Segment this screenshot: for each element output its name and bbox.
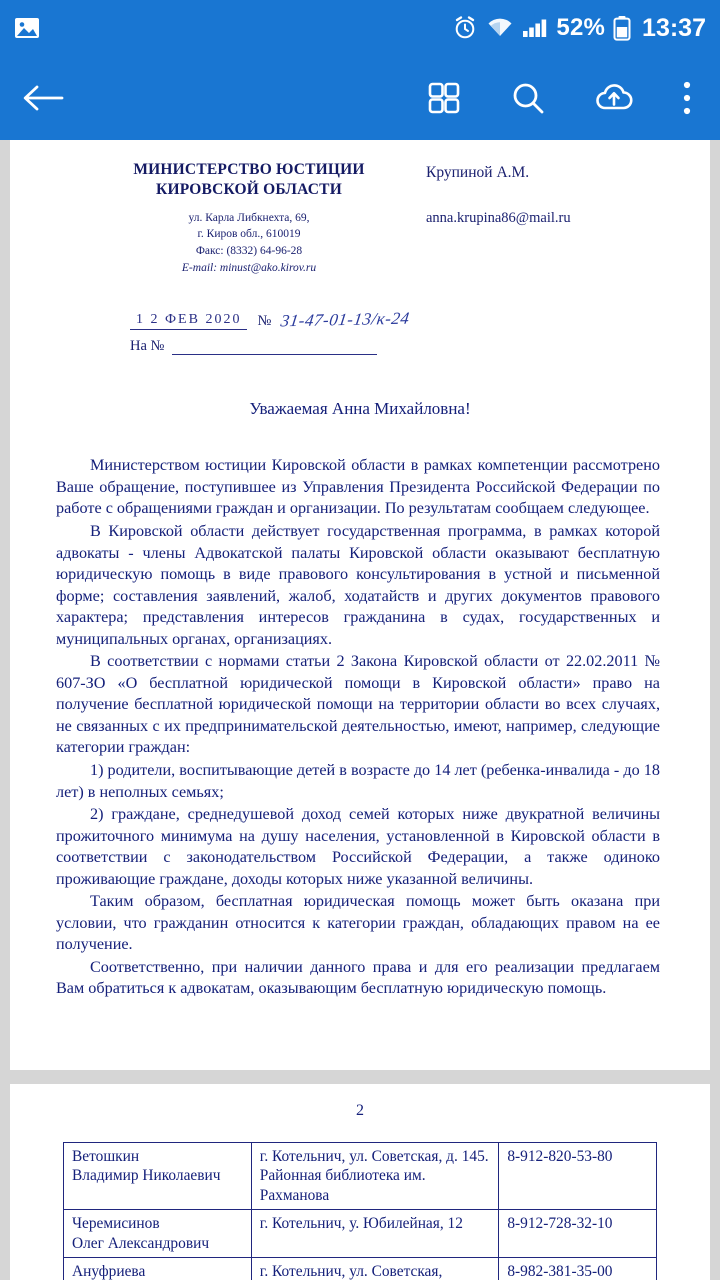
sender-address-line1: ул. Карла Либкнехта, 69, (188, 211, 310, 224)
battery-percent-label: 52% (556, 14, 606, 41)
contact-name: Ануфриева (64, 1258, 252, 1280)
contact-phone: 8-982-381-35-00 (499, 1258, 657, 1280)
sender-org-line2: КИРОВСКОЙ ОБЛАСТИ (156, 180, 342, 198)
contact-address: г. Котельнич, ул. Советская, д. 145. Районная библиотека им. Рахманова (251, 1143, 499, 1210)
sender-email: E-mail: minust@ako.kirov.ru (181, 261, 317, 274)
body-paragraph: 2) граждане, среднедушевой доход семей которых ниже двукратной величины прожиточного минимума на душу населения, установленной в Кировской области в соответствии с законодательством Российской Федерации, а также одиноко проживающие граждане, доходы которых ниже указанной величины. (56, 805, 660, 888)
letter-body (44, 455, 676, 1000)
document-page-1 (10, 140, 710, 1070)
body-paragraph: В Кировской области действует государственная программа, в рамках которой адвокаты - члены Адвокатской палаты Кировской области оказывают бесплатную юридическую помощь в виде правового консультирования в устной и письменной форме; составления заявлений, жалоб, ходатайств и других документов правового характера; представления интересов гражданина в судах, государственных и муниципальных органах, организациях. (56, 521, 660, 648)
sender-address-line2: г. Киров обл., 610019 (197, 228, 301, 241)
contact-address: г. Котельнич, у. Юбилейная, 12 (251, 1210, 499, 1258)
sender-block (44, 160, 374, 276)
search-icon (510, 80, 546, 116)
arrow-back-icon (22, 82, 64, 114)
cloud-upload-button[interactable] (594, 81, 634, 115)
addressee-name: Крупиной А.М. (426, 164, 530, 181)
photo-icon (14, 16, 40, 40)
sender-org-line1: МИНИСТЕРСТВО ЮСТИЦИИ (133, 161, 365, 178)
body-paragraph: 1) родители, воспитывающие детей в возрасте до 14 лет (ребенка-инвалида - до 18 лет) в неполных семьях; (56, 761, 660, 801)
body-paragraph: Соответственно, при наличии данного права и для его реализации предлагаем Вам обратиться к адвокатам, оказывающим бесплатную юридическую помощь. (56, 957, 660, 998)
search-button[interactable] (510, 80, 546, 116)
grid-view-icon (426, 80, 462, 116)
contact-phone: 8-912-728-32-10 (499, 1210, 657, 1258)
salutation: Уважаемая Анна Михайловна! (249, 399, 471, 419)
registration-line (44, 310, 676, 330)
sender-address (124, 210, 374, 277)
page-separator (0, 1070, 720, 1084)
table-row (64, 1143, 657, 1210)
reply-reference-rule (172, 343, 377, 355)
table-row (64, 1210, 657, 1258)
addressee-block (374, 160, 571, 276)
addressee-email: anna.krupina86@mail.ru (426, 210, 571, 226)
document-page-2 (10, 1084, 710, 1280)
registration-number-value: 31-47-01-13/к-24 (279, 309, 412, 331)
reply-reference-label: На № (130, 338, 165, 355)
alarm-clock-icon (452, 15, 478, 41)
body-paragraph: Таким образом, бесплатная юридическая помощь может быть оказана при условии, что гражданин относится к категории граждан, обладающих правом на ее получение. (56, 892, 660, 954)
wifi-icon (486, 16, 514, 40)
table-row (64, 1258, 657, 1280)
contact-name: Черемисинов Олег Александрович (64, 1210, 252, 1258)
cell-signal-icon (522, 16, 548, 40)
body-paragraph: В соответствии с нормами статьи 2 Закона Кировской области от 22.02.2011 № 607-ЗО «О бесплатной юридической помощи в Кировской области» право на получение бесплатной юридической помощи на территории области во всех случаях, не связанных с их предпринимательской деятельностью, имеют, например, следующие категории граждан: (56, 652, 660, 757)
sender-fax: Факс: (8332) 64-96-28 (195, 245, 303, 257)
contacts-table (63, 1142, 657, 1280)
status-bar-left (14, 16, 452, 40)
letterhead (44, 156, 676, 276)
registration-number-label: № (257, 313, 272, 330)
more-options-button[interactable] (682, 80, 692, 116)
battery-icon (613, 15, 631, 41)
more-vertical-icon (682, 80, 692, 116)
contact-address: г. Котельнич, ул. Советская, (251, 1258, 499, 1280)
status-bar (0, 0, 720, 56)
app-bar (0, 56, 720, 140)
contact-name: Ветошкин Владимир Николаевич (64, 1143, 252, 1210)
contact-phone: 8-912-820-53-80 (499, 1143, 657, 1210)
page-number: 2 (356, 1102, 364, 1119)
app-bar-actions (426, 80, 698, 116)
registration-date: 1 2 ФЕВ 2020 (130, 312, 247, 330)
grid-view-button[interactable] (426, 80, 462, 116)
body-paragraph: Министерством юстиции Кировской области в рамках компетенции рассмотрено Ваше обращение, поступившее из Управления Президента Российской Федерации по работе с обращениями граждан и организации. По результатам сообщаем следующее. (56, 456, 660, 518)
back-button[interactable] (22, 82, 82, 114)
document-viewer[interactable] (0, 140, 720, 1280)
reply-reference-line (44, 338, 676, 355)
clock-label: 13:37 (642, 13, 706, 42)
cloud-upload-icon (594, 81, 634, 115)
status-bar-right (452, 14, 706, 43)
